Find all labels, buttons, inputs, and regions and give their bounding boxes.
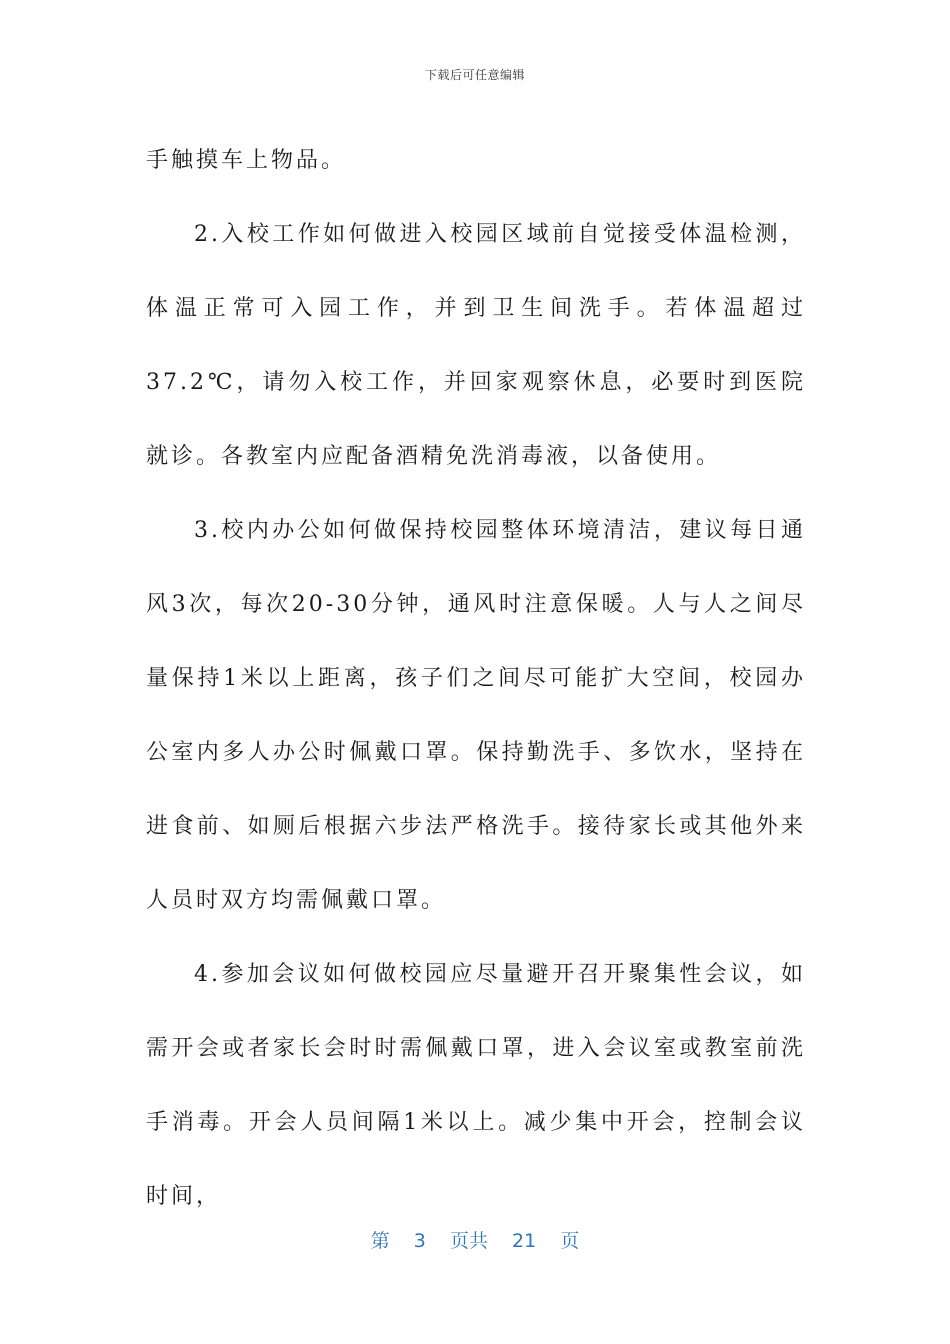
paragraph-item-2: 2.入校工作如何做进入校园区域前自觉接受体温检测，体温正常可入园工作，并到卫生间洗手。若体温超过37.2℃，请勿入校工作，并回家观察休息，必要时到医院就诊。各教室内应配备酒精免洗消毒液，以备使用。 (146, 222, 806, 469)
current-page-number: 3 (413, 1230, 426, 1252)
total-pages-number: 21 (512, 1230, 537, 1252)
document-body (146, 124, 806, 1234)
page-footer (0, 1226, 950, 1253)
paragraph-continuation: 手触摸车上物品。 (146, 148, 347, 173)
paragraph-item-4: 4.参加会议如何做校园应尽量避开召开聚集性会议，如需开会或者家长会时时需佩戴口罩，进入会议室或教室前洗手消毒。开会人员间隔1米以上。减少集中开会，控制会议时间， (146, 962, 806, 1209)
footer-prefix: 第 (370, 1230, 390, 1252)
footer-middle: 页共 (449, 1230, 488, 1252)
header-note: 下载后可任意编辑 (424, 68, 525, 82)
footer-suffix: 页 (560, 1230, 580, 1252)
paragraph-item-3: 3.校内办公如何做保持校园整体环境清洁，建议每日通风3次，每次20-30分钟，通风时注意保暖。人与人之间尽量保持1米以上距离，孩子们之间尽可能扩大空间，校园办公室内多人办公时佩戴口罩。保持勤洗手、多饮水，坚持在进食前、如厕后根据六步法严格洗手。接待家长或其他外来人员时双方均需佩戴口罩。 (146, 518, 806, 913)
